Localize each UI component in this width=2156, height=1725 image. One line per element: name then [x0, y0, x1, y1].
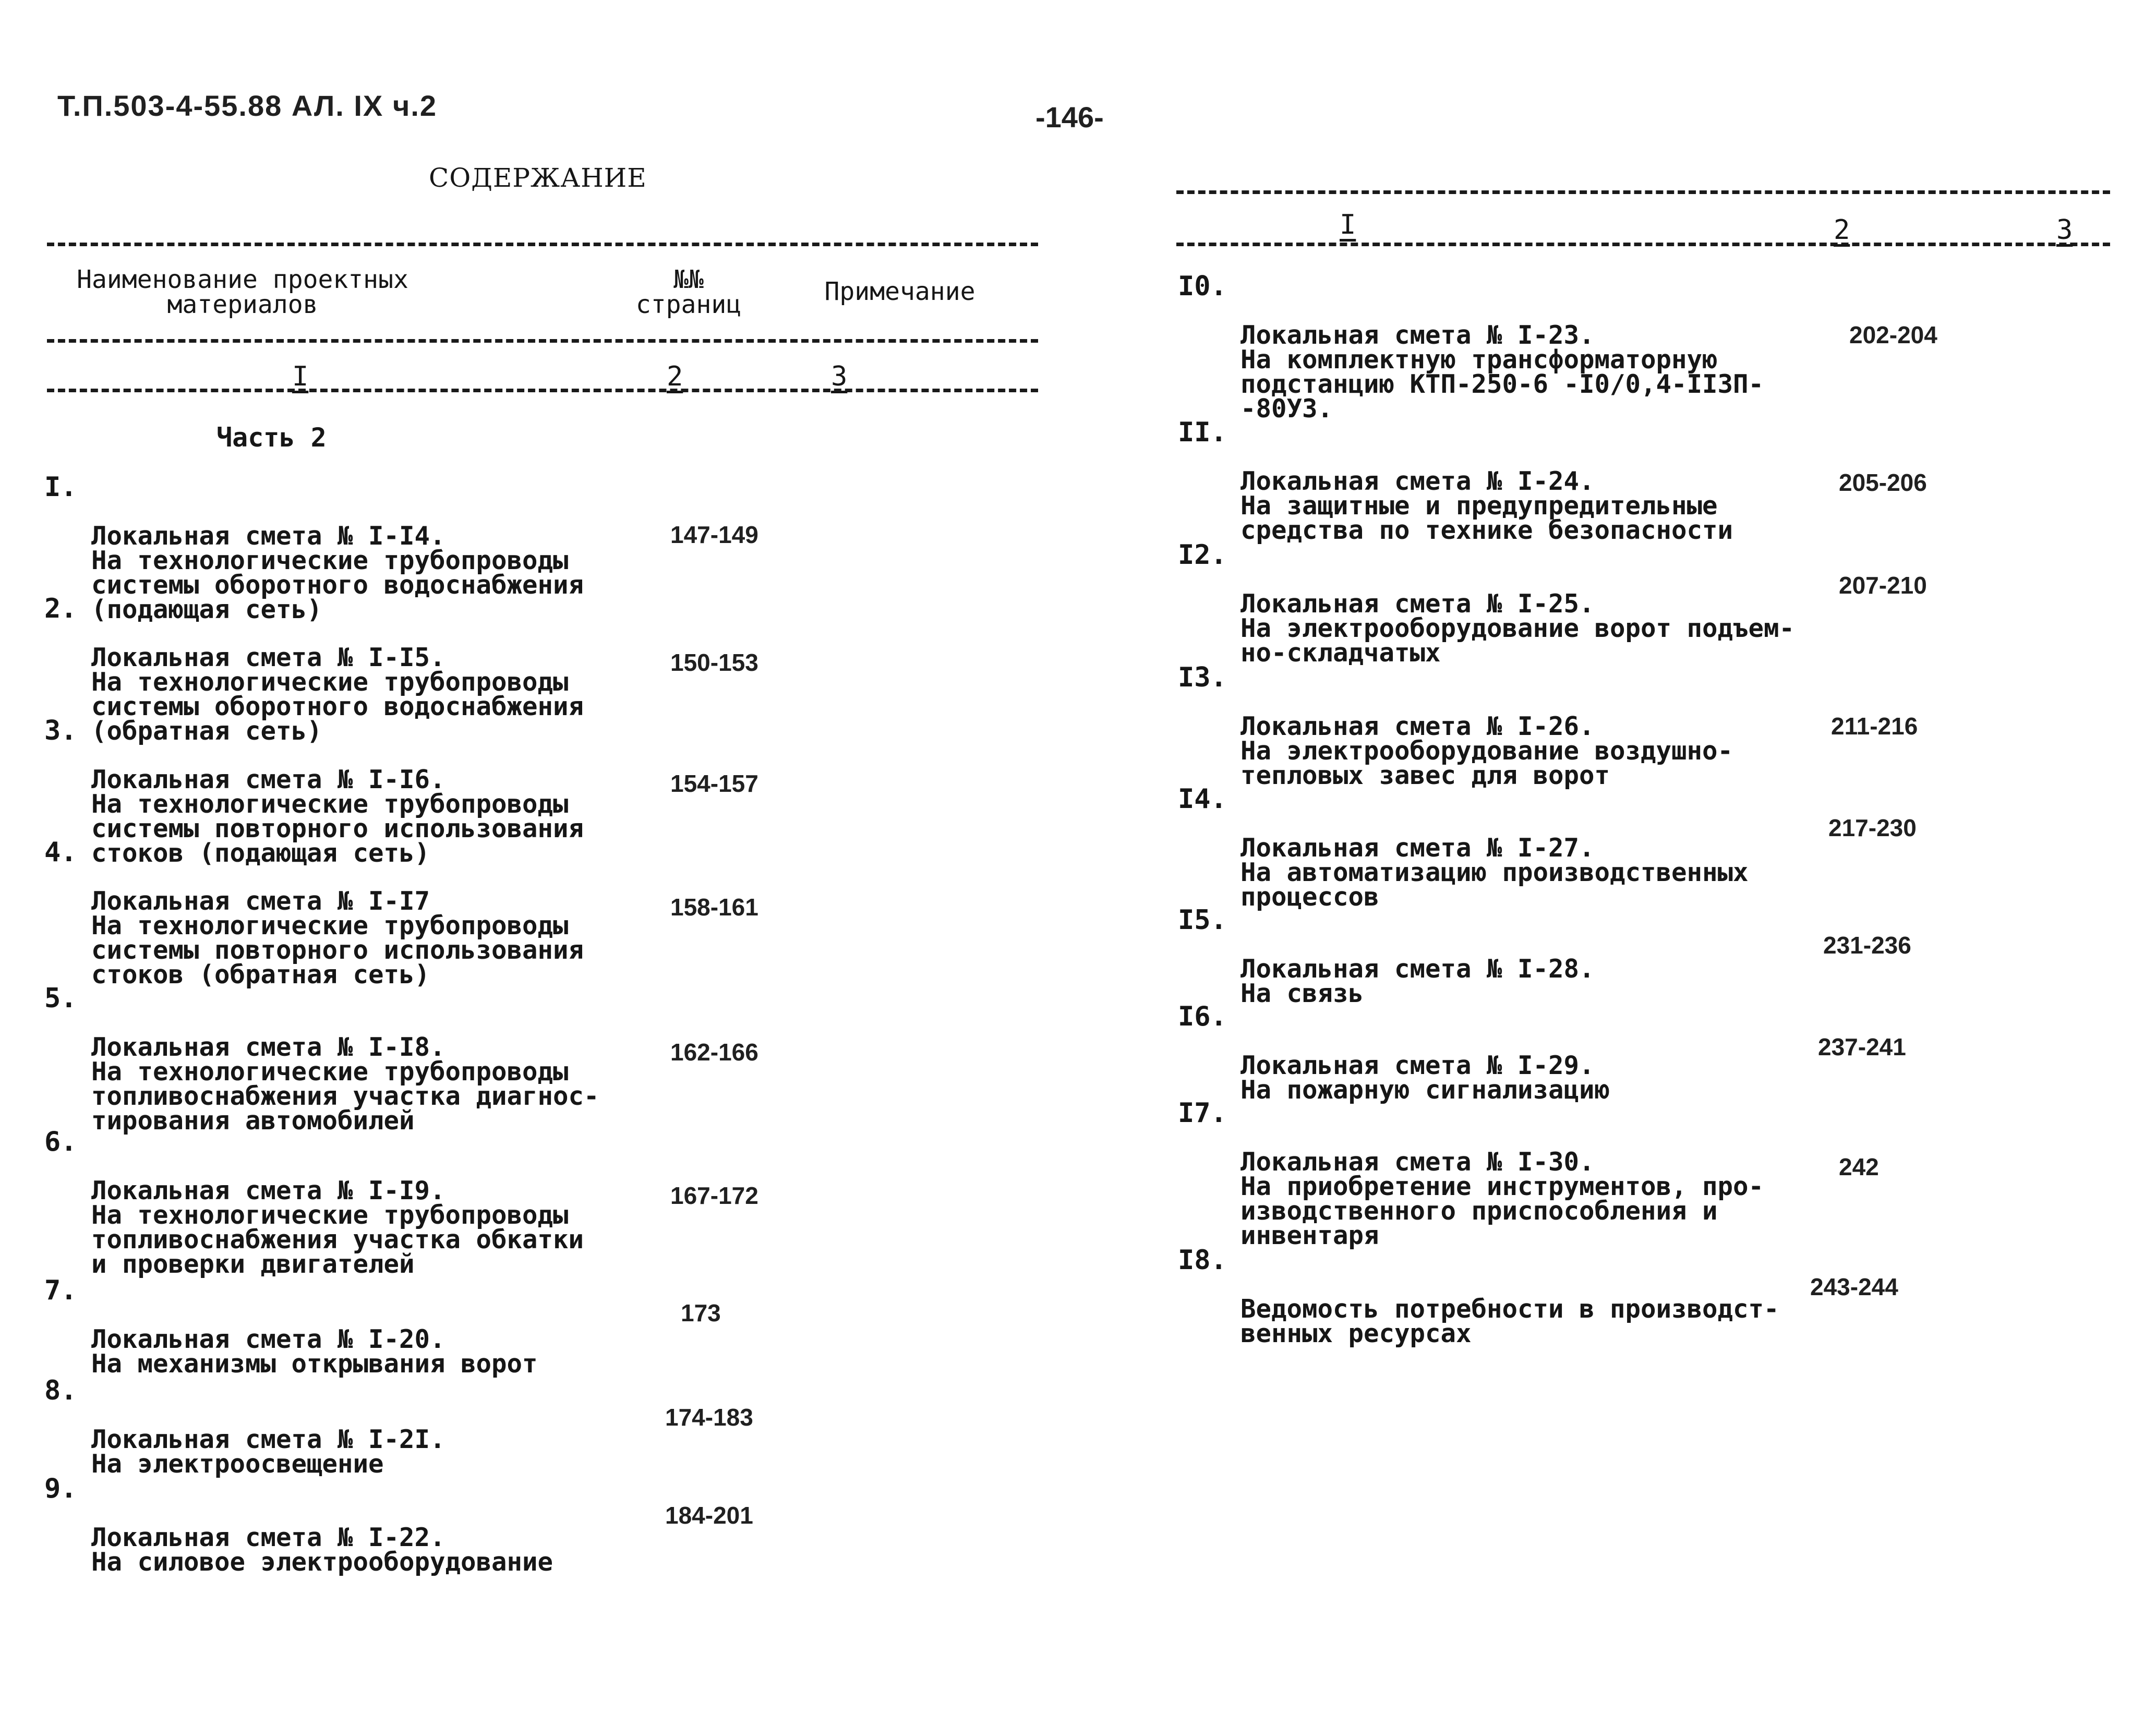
- item-number: 9.: [44, 1473, 77, 1504]
- item-text: Локальная смета № I-27. На автоматизацию производственных процессов: [1240, 833, 1749, 912]
- item-pages: 211-216: [1831, 713, 1918, 740]
- item-text: Локальная смета № I-I7 На технологические трубопроводы системы повторного использования стоков (обратная сеть): [91, 886, 584, 990]
- item-pages: 217-230: [1828, 814, 1917, 841]
- item-pages: 167-172: [670, 1182, 758, 1209]
- item-number: 5.: [44, 983, 77, 1014]
- item-number: 2.: [44, 593, 77, 624]
- table-divider: [1176, 190, 2110, 194]
- column-number-2: 2: [1834, 214, 1850, 246]
- item-text: Локальная смета № I-28. На связь: [1240, 954, 1595, 1008]
- column-number-1: I: [1340, 209, 1356, 240]
- item-pages: 173: [681, 1299, 721, 1326]
- column-header-name: Наименование проектных материалов: [77, 265, 408, 319]
- column-number-3: 3: [2056, 214, 2073, 246]
- item-pages: 243-244: [1810, 1273, 1898, 1300]
- item-number: I7.: [1178, 1097, 1227, 1129]
- item-text: Локальная смета № I-I6. На технологические трубопроводы системы повторного использования стоков (подающая сеть): [91, 765, 584, 868]
- item-number: I5.: [1178, 904, 1227, 936]
- item-number: 8.: [44, 1375, 77, 1406]
- item-text: Ведомость потребности в производст- венных ресурсах: [1240, 1294, 1779, 1348]
- item-number: 3.: [44, 715, 77, 746]
- item-text: Локальная смета № I-30. На приобретение инструментов, про- изводственного приспособления и инвентаря: [1240, 1147, 1764, 1250]
- item-text: Локальная смета № I-2I. На электроосвещение: [91, 1425, 445, 1479]
- column-number-3: 3: [831, 361, 848, 392]
- item-text: Локальная смета № I-I9. На технологические трубопроводы топливоснабжения участка обкатки и проверки двигателей: [91, 1176, 584, 1279]
- item-number: 4.: [44, 837, 77, 868]
- item-number: 6.: [44, 1126, 77, 1157]
- item-number: I8.: [1178, 1245, 1227, 1276]
- table-divider: [47, 243, 1038, 246]
- item-pages: 154-157: [670, 770, 758, 797]
- item-text: Локальная смета № I-24. На защитные и предупредительные средства по технике безопасности: [1240, 466, 1733, 545]
- item-text: Локальная смета № I-29. На пожарную сигнализацию: [1240, 1051, 1610, 1105]
- item-text: Локальная смета № I-26. На электрооборудование воздушно- тепловых завес для ворот: [1240, 711, 1733, 790]
- column-number-1: I: [292, 361, 309, 392]
- list-item: [44, 1473, 553, 1623]
- item-number: 7.: [44, 1275, 77, 1306]
- item-number: I3.: [1178, 662, 1227, 693]
- table-divider: [47, 339, 1038, 343]
- column-number-2: 2: [667, 361, 683, 392]
- item-pages: 158-161: [670, 894, 758, 921]
- item-pages: 237-241: [1818, 1033, 1906, 1060]
- item-text: Локальная смета № I-22. На силовое электрооборудование: [91, 1523, 553, 1577]
- item-text: Локальная смета № I-I4. На технологические трубопроводы системы оборотного водоснабжения (подающая сеть): [91, 521, 584, 624]
- table-divider: [47, 389, 1038, 392]
- column-header-pages: №№ страниц: [635, 265, 742, 319]
- item-pages: 205-206: [1839, 469, 1927, 496]
- page-number: -146-: [1035, 101, 1104, 134]
- item-text: Локальная смета № I-20. На механизмы открывания ворот: [91, 1324, 538, 1379]
- item-pages: 174-183: [665, 1404, 753, 1431]
- item-pages: 231-236: [1823, 932, 1911, 959]
- item-pages: 242: [1839, 1153, 1879, 1180]
- item-number: I2.: [1178, 539, 1227, 571]
- item-number: I6.: [1178, 1001, 1227, 1032]
- item-text: Локальная смета № I-23. На комплектную трансформаторную подстанцию КТП-250-6 -I0/0,4-II3П- -80У3.: [1240, 320, 1764, 424]
- item-pages: 207-210: [1839, 572, 1927, 599]
- column-header-notes: Примечание: [824, 277, 975, 306]
- item-pages: 147-149: [670, 521, 758, 548]
- item-text: Локальная смета № I-25. На электрооборудование ворот подъем- но-складчатых: [1240, 589, 1795, 668]
- item-number: I4.: [1178, 783, 1227, 815]
- list-item: [1178, 1245, 1779, 1395]
- item-number: I.: [44, 472, 77, 503]
- item-pages: 150-153: [670, 649, 758, 676]
- item-text: Локальная смета № I-I8. На технологические трубопроводы топливоснабжения участка диагнос- тирования автомобилей: [91, 1032, 599, 1136]
- table-divider: [1176, 243, 2110, 246]
- item-pages: 184-201: [665, 1502, 753, 1529]
- item-pages: 162-166: [670, 1039, 758, 1066]
- item-text: Локальная смета № I-I5. На технологические трубопроводы системы оборотного водоснабжения (обратная сеть): [91, 643, 584, 746]
- part-label: Часть 2: [216, 423, 327, 453]
- document-stamp: Т.П.503-4-55.88 АЛ. IX ч.2: [57, 89, 438, 122]
- page-title: СОДЕРЖАНИЕ: [429, 163, 647, 193]
- item-number: II.: [1178, 417, 1227, 448]
- item-pages: 202-204: [1849, 321, 1937, 348]
- item-number: I0.: [1178, 271, 1227, 302]
